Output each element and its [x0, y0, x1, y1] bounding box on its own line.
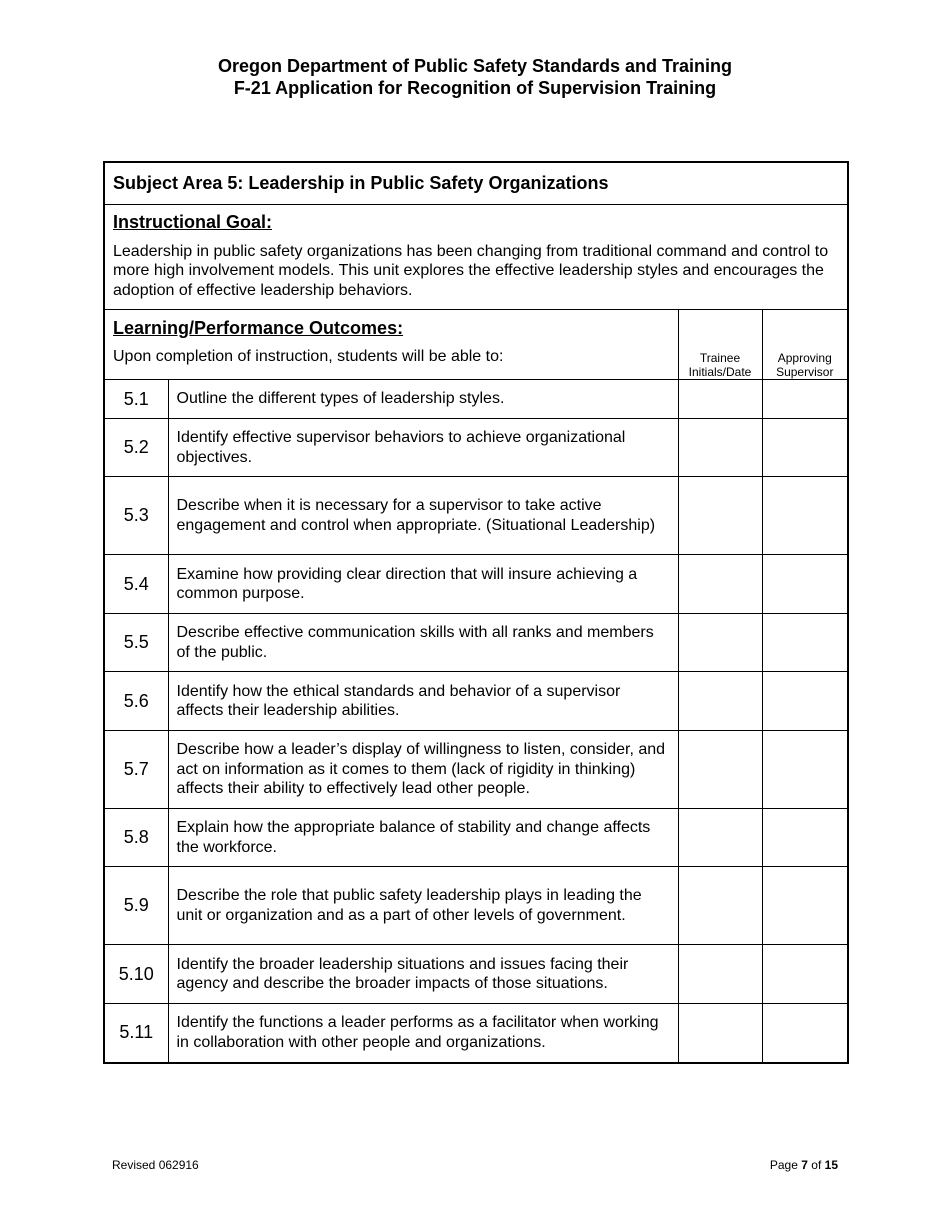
- outcome-description: Describe when it is necessary for a supervisor to take active engagement and control when appropriate. (Situational Leadership): [168, 477, 678, 555]
- outcome-description: Identify the functions a leader performs as a facilitator when working in collaboration with other people and organizations.: [168, 1004, 678, 1063]
- outcome-number: 5.5: [104, 614, 168, 672]
- trainee-initials-cell[interactable]: [678, 380, 762, 419]
- approving-supervisor-cell[interactable]: [762, 731, 848, 809]
- trainee-initials-cell[interactable]: [678, 731, 762, 809]
- trainee-initials-cell[interactable]: [678, 477, 762, 555]
- outcome-number: 5.2: [104, 419, 168, 477]
- trainee-initials-cell[interactable]: [678, 555, 762, 614]
- outcome-row: [104, 555, 848, 614]
- outcome-number: 5.9: [104, 867, 168, 945]
- trainee-initials-cell[interactable]: [678, 867, 762, 945]
- outcome-number: 5.4: [104, 555, 168, 614]
- page-of: of: [811, 1158, 822, 1172]
- approving-supervisor-cell[interactable]: [762, 945, 848, 1004]
- outcome-number: 5.8: [104, 809, 168, 867]
- page-total: 15: [824, 1158, 838, 1172]
- header-line-2: F-21 Application for Recognition of Supervision Training: [233, 78, 717, 98]
- outcomes-header: [104, 310, 678, 380]
- outcome-row: [104, 1004, 848, 1063]
- trainee-initials-column-header: Trainee Initials/Date: [678, 310, 762, 380]
- outcome-row: [104, 614, 848, 672]
- outcome-description: Examine how providing clear direction that will insure achieving a common purpose.: [168, 555, 678, 614]
- revision-note: Revised 062916: [112, 1158, 199, 1172]
- page-current: 7: [801, 1158, 808, 1172]
- outcomes-intro: Upon completion of instruction, students will be able to:: [113, 348, 504, 365]
- approving-supervisor-cell[interactable]: [762, 555, 848, 614]
- outcome-description: Describe how a leader’s display of willingness to listen, consider, and act on information as it comes to them (lack of rigidity in thinking) affects their ability to effectively lead other people.: [168, 731, 678, 809]
- approving-supervisor-cell[interactable]: [762, 1004, 848, 1063]
- outcome-number: 5.1: [104, 380, 168, 419]
- approving-supervisor-column-header: Approving Supervisor: [762, 310, 848, 380]
- trainee-initials-cell[interactable]: [678, 419, 762, 477]
- page-number: [770, 1158, 838, 1172]
- approving-supervisor-cell[interactable]: [762, 809, 848, 867]
- subject-area-title: Subject Area 5: Leadership in Public Safety Organizations: [104, 162, 848, 205]
- approving-supervisor-cell[interactable]: [762, 867, 848, 945]
- instructional-goal: [104, 205, 848, 310]
- outcomes-table: [103, 161, 849, 1064]
- outcome-description: Identify how the ethical standards and behavior of a supervisor affects their leadership abilities.: [168, 672, 678, 731]
- trainee-initials-cell[interactable]: [678, 945, 762, 1004]
- approving-supervisor-cell[interactable]: [762, 380, 848, 419]
- outcome-number: 5.6: [104, 672, 168, 731]
- outcome-row: [104, 477, 848, 555]
- approving-supervisor-cell[interactable]: [762, 672, 848, 731]
- trainee-initials-cell[interactable]: [678, 672, 762, 731]
- page-prefix: Page: [769, 1158, 798, 1172]
- outcome-number: 5.3: [104, 477, 168, 555]
- outcome-number: 5.11: [104, 1004, 168, 1063]
- document-header: [0, 55, 950, 99]
- outcome-row: [104, 380, 848, 419]
- outcome-row: [104, 945, 848, 1004]
- outcome-description: Describe the role that public safety leadership plays in leading the unit or organization and as a part of other levels of government.: [168, 867, 678, 945]
- outcomes-heading: Learning/Performance Outcomes:: [113, 318, 404, 338]
- approving-supervisor-cell[interactable]: [762, 614, 848, 672]
- header-line-1: Oregon Department of Public Safety Standards and Training: [217, 56, 733, 76]
- instructional-goal-heading: Instructional Goal:: [113, 212, 273, 232]
- approving-supervisor-cell[interactable]: [762, 477, 848, 555]
- trainee-initials-cell[interactable]: [678, 1004, 762, 1063]
- approving-supervisor-cell[interactable]: [762, 419, 848, 477]
- outcome-number: 5.7: [104, 731, 168, 809]
- outcome-row: [104, 809, 848, 867]
- outcome-description: Identify the broader leadership situations and issues facing their agency and describe the broader impacts of those situations.: [168, 945, 678, 1004]
- trainee-initials-cell[interactable]: [678, 809, 762, 867]
- outcome-row: [104, 731, 848, 809]
- outcome-description: Outline the different types of leadership styles.: [168, 380, 678, 419]
- outcome-row: [104, 867, 848, 945]
- outcome-number: 5.10: [104, 945, 168, 1004]
- trainee-initials-cell[interactable]: [678, 614, 762, 672]
- outcome-row: [104, 672, 848, 731]
- instructional-goal-text: Leadership in public safety organizations has been changing from traditional command and control to more high involvement models. This unit explores the effective leadership styles and encourages the adoption of effective leadership behaviors.: [113, 242, 829, 299]
- outcome-description: Explain how the appropriate balance of stability and change affects the workforce.: [168, 809, 678, 867]
- outcome-row: [104, 419, 848, 477]
- outcome-description: Identify effective supervisor behaviors to achieve organizational objectives.: [168, 419, 678, 477]
- outcome-description: Describe effective communication skills with all ranks and members of the public.: [168, 614, 678, 672]
